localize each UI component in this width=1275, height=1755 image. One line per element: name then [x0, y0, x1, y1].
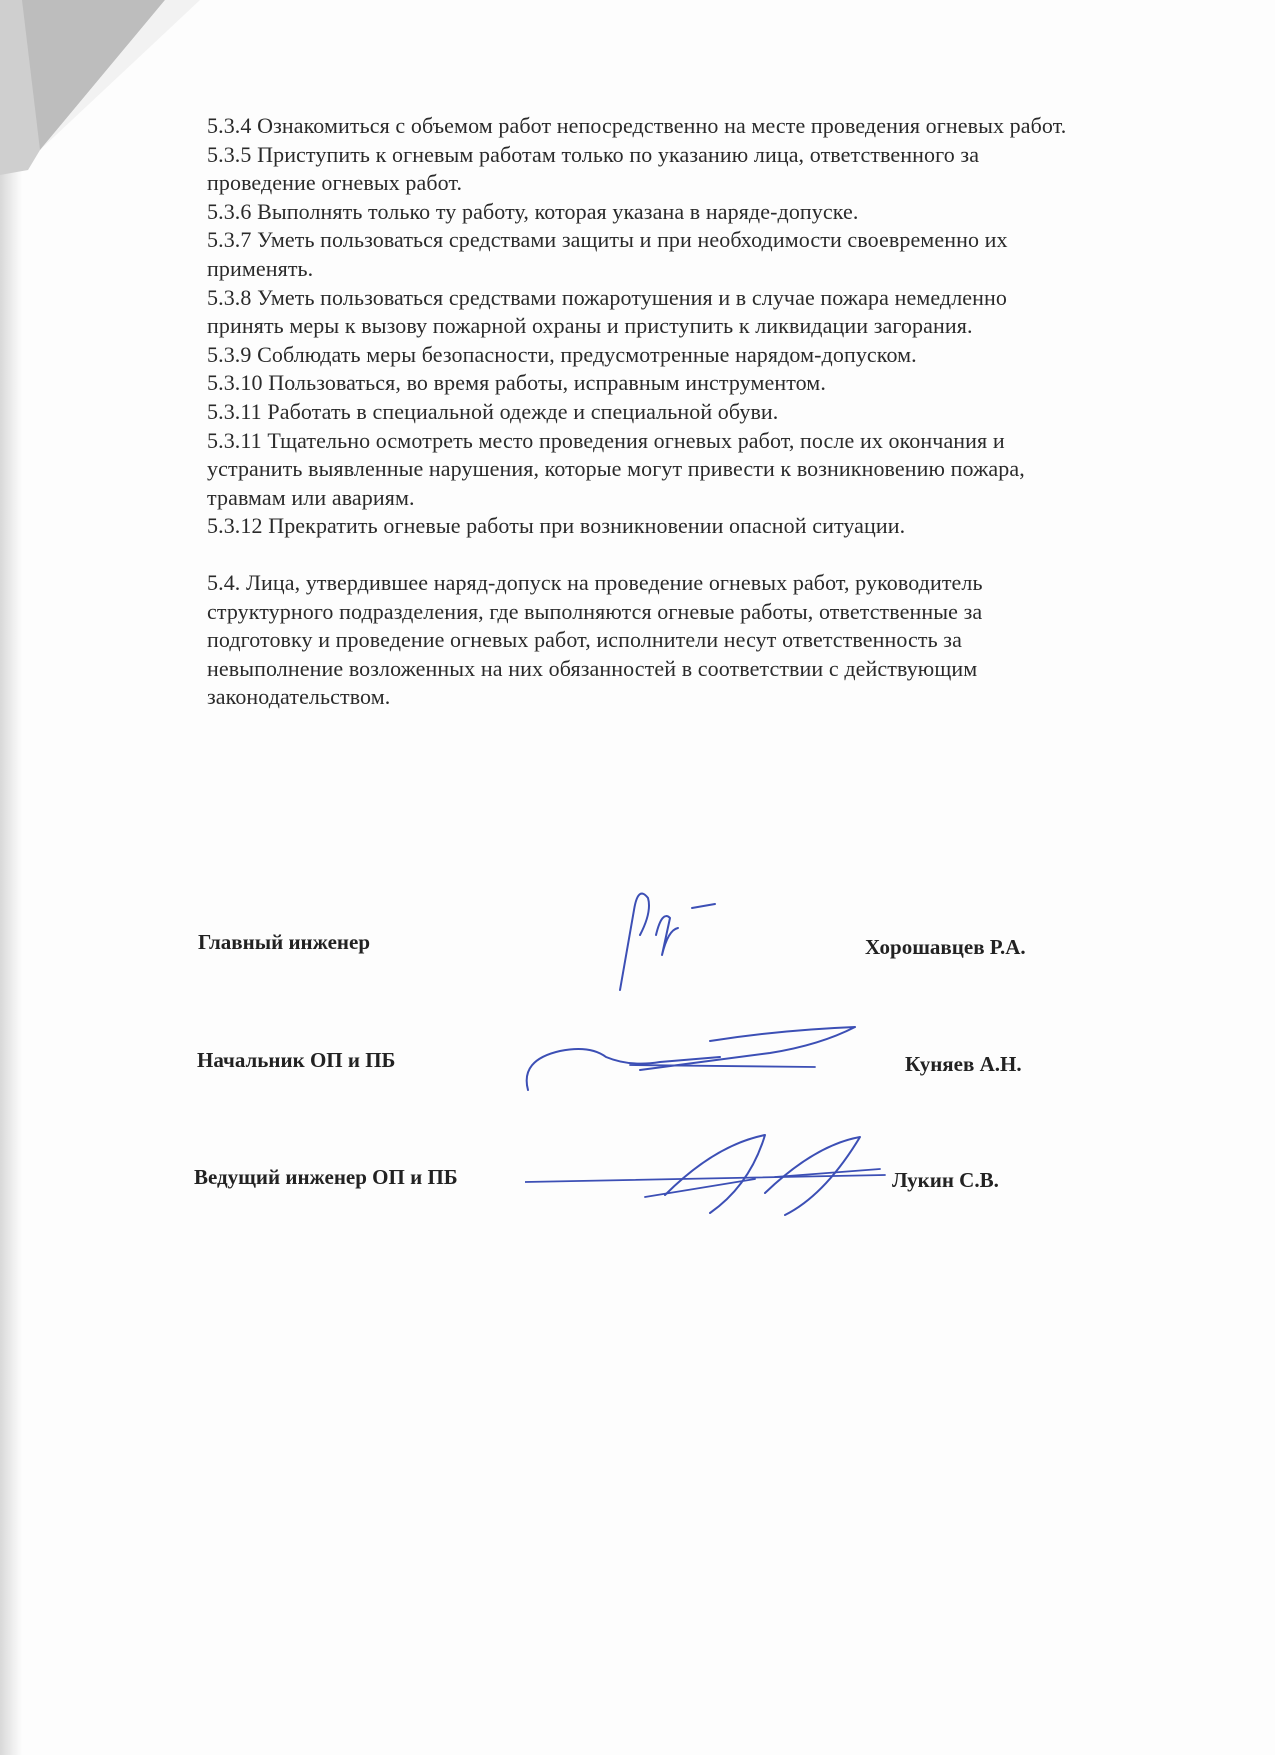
text-line: 5.3.5 Приступить к огневым работам только по указанию лица, ответственного за	[207, 141, 980, 167]
paragraph-gap	[207, 541, 1207, 569]
handwritten-signature	[520, 1015, 860, 1100]
text-line: 5.3.6 Выполнять только ту работу, которая указана в наряде-допуске.	[207, 198, 859, 224]
text-line: подготовку и проведение огневых работ, исполнители несут ответственность за	[207, 627, 962, 653]
text-line: 5.3.12 Прекратить огневые работы при возникновении опасной ситуации.	[207, 513, 906, 539]
text-line: законодательством.	[207, 684, 391, 710]
text-line: 5.3.8 Уметь пользоваться средствами пожаротушения и в случае пожара немедленно	[207, 284, 1007, 310]
text-line: 5.3.11 Тщательно осмотреть место проведения огневых работ, после их окончания и	[207, 427, 1005, 453]
handwritten-signature	[525, 1125, 895, 1225]
text-line: проведение огневых работ.	[207, 170, 463, 196]
signatory-name: Хорошавцев Р.А.	[865, 935, 1026, 959]
folded-corner	[0, 0, 200, 175]
text-line: 5.3.9 Соблюдать меры безопасности, предусмотренные нарядом-допуском.	[207, 341, 917, 367]
text-line: 5.3.4 Ознакомиться с объемом работ непосредственно на месте проведения огневых работ.	[207, 113, 1067, 138]
text-line: 5.3.11 Работать в специальной одежде и специальной обуви.	[207, 398, 779, 424]
handwritten-signature	[600, 860, 760, 995]
signatory-name: Куняев А.Н.	[905, 1052, 1022, 1076]
signatory-role: Главный инженер	[198, 930, 371, 954]
text-line: невыполнение возложенных на них обязанностей в соответствии с действующим	[207, 655, 978, 681]
text-line: структурного подразделения, где выполняются огневые работы, ответственные за	[207, 598, 983, 624]
text-line: 5.3.7 Уметь пользоваться средствами защиты и при необходимости своевременно их	[207, 227, 1008, 253]
text-line: 5.4. Лица, утвердившее наряд-допуск на проведение огневых работ, руководитель	[207, 569, 983, 595]
text-line: принять меры к вызову пожарной охраны и приступить к ликвидации загорания.	[207, 313, 973, 339]
scan-edge-shadow	[0, 0, 22, 1755]
text-line: устранить выявленные нарушения, которые могут привести к возникновению пожара,	[207, 456, 1025, 482]
signatory-name: Лукин С.В.	[892, 1168, 999, 1192]
document-body	[207, 112, 1207, 712]
text-line: 5.3.10 Пользоваться, во время работы, исправным инструментом.	[207, 370, 826, 396]
text-line: применять.	[207, 255, 314, 281]
signatory-role: Ведущий инженер ОП и ПБ	[194, 1165, 458, 1189]
text-line: травмам или авариям.	[207, 484, 415, 510]
signatory-role: Начальник ОП и ПБ	[197, 1048, 396, 1072]
